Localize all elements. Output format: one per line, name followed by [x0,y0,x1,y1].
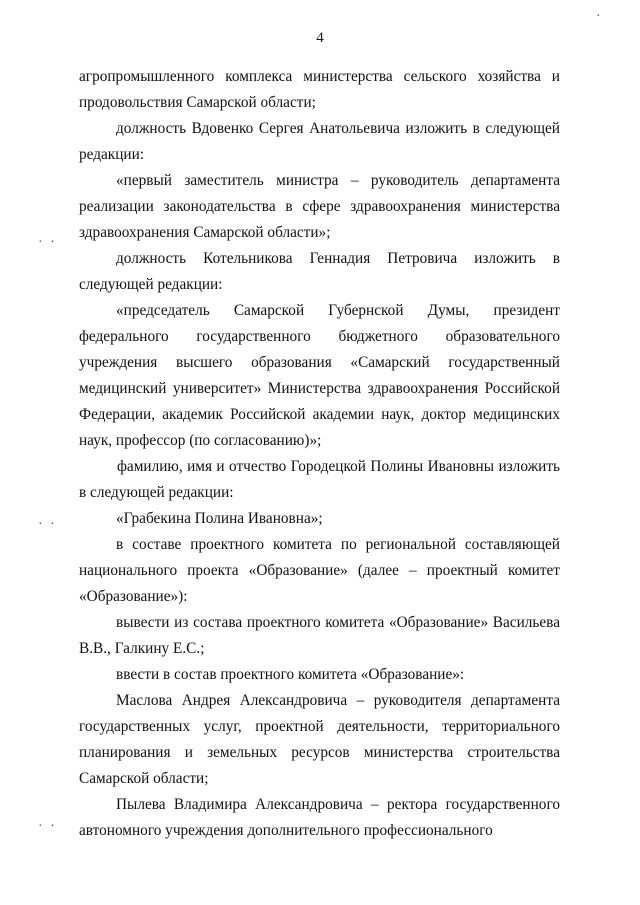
paragraph-5: «председатель Самарской Губернской Думы, президент федерального государственного бюджетного образовательного учреждения высшего образования «Самарский государственный медицинский университет» Министерства здравоохранения Российской Федерации, академик Российской академии наук, доктор медицинских наук, профессор (по согласованию)»; [79,302,560,449]
scan-mark: · [596,9,603,24]
paragraph-6: фамилию, имя и отчество Городецкой Полины Ивановны изложить в следующей редакции: [79,458,560,501]
paragraph-11: Маслова Андрея Александровича – руководителя департамента государственных услуг, проектной деятельности, территориального планирования и земельных ресурсов министерства строительства Самарской области; [79,692,560,787]
scan-mark: · · [38,517,57,532]
paragraph-2: должность Вдовенко Сергея Анатольевича изложить в следующей редакции: [79,120,560,163]
scan-mark: · · [38,235,57,250]
paragraph-4: должность Котельникова Геннадия Петровича изложить в следующей редакции: [79,250,560,293]
paragraph-7: «Грабекина Полина Ивановна»; [116,510,323,527]
paragraph-1: агропромышленного комплекса министерства сельского хозяйства и продовольствия Самарской области; [79,68,560,111]
page-number: 4 [316,30,324,46]
scan-mark: · · [38,819,57,834]
document-body [79,64,560,844]
paragraph-3: «первый заместитель министра – руководитель департамента реализации законодательства в сфере здравоохранения министерства здравоохранения Самарской области»; [79,172,560,241]
paragraph-8: в составе проектного комитета по региональной составляющей национального проекта «Образование» (далее – проектный комитет «Образование»): [79,536,560,605]
paragraph-9: вывести из состава проектного комитета «Образование» Васильева В.В., Галкину Е.С.; [79,614,560,657]
paragraph-12: Пылева Владимира Александровича – ректора государственного автономного учреждения дополнительного профессионального [79,796,560,839]
paragraph-10: ввести в состав проектного комитета «Образование»: [116,666,465,683]
